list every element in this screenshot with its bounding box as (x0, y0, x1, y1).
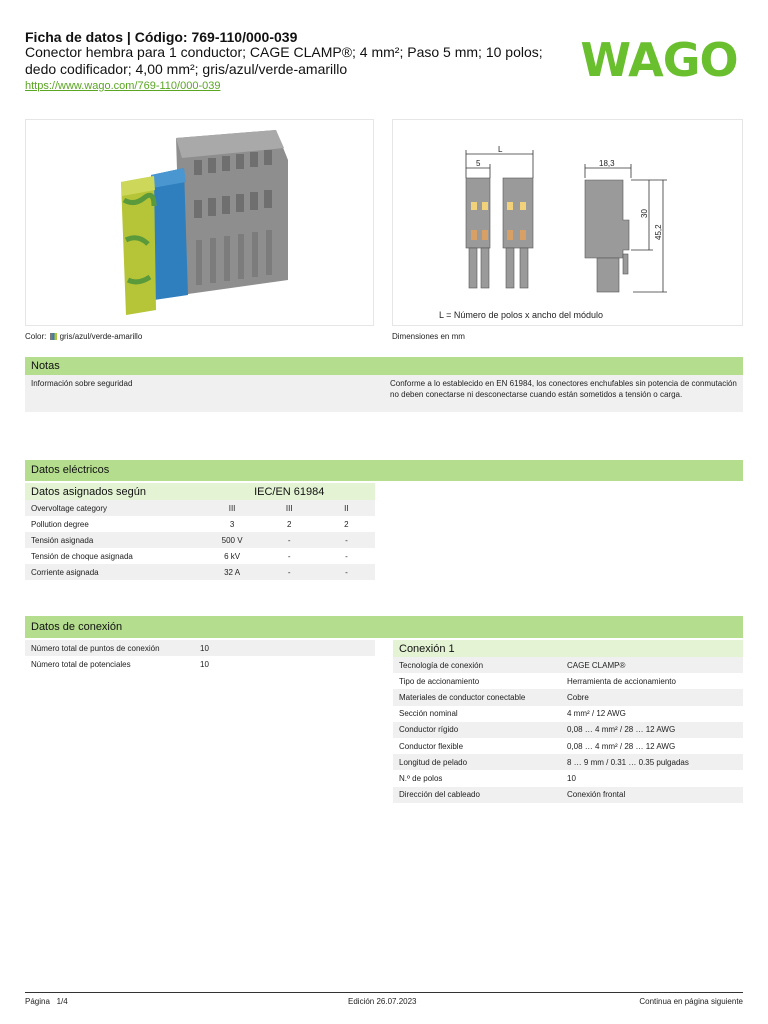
table-row: Conductor flexible 0,08 … 4 mm² / 28 … 12 AWG (399, 741, 676, 751)
page-title: Ficha de datos | Código: 769-110/000-039 (25, 29, 298, 45)
electrical-heading: Datos eléctricos (25, 460, 743, 481)
svg-text:L: L (498, 145, 503, 154)
connection-1-table (393, 640, 743, 803)
table-row: Corriente asignada 32 A - - (25, 564, 375, 580)
table-row: Dirección del cableado Conexión frontal (393, 787, 743, 803)
table-row: Tecnología de conexión CAGE CLAMP® (393, 657, 743, 673)
connection-1-header (393, 640, 743, 657)
svg-text:30: 30 (640, 209, 649, 218)
product-image (26, 120, 373, 325)
table-row: N.º de polos 10 (399, 773, 576, 783)
dimension-drawing-frame (392, 119, 743, 326)
connection-heading: Datos de conexión (25, 616, 743, 638)
dimensions-caption: Dimensiones en mm (392, 332, 465, 341)
table-row: Overvoltage category III III II (25, 500, 375, 516)
product-link[interactable]: https://www.wago.com/769-110/000-039 (25, 80, 221, 92)
table-row: Sección nominal 4 mm² / 12 AWG (399, 709, 626, 719)
table-row: Longitud de pelado 8 … 9 mm / 0.31 … 0.35 pulgadas (393, 754, 743, 770)
svg-text:5: 5 (476, 159, 481, 168)
dimension-drawing (393, 120, 742, 325)
svg-text:18,3: 18,3 (599, 159, 615, 168)
wago-logo (575, 33, 743, 85)
color-label: Color: (25, 332, 47, 341)
table-row: Tensión asignada 500 V - - (25, 532, 375, 548)
rated-data-label: Datos asignados según (25, 483, 204, 500)
svg-text:45,2: 45,2 (654, 224, 663, 240)
color-caption (25, 332, 142, 341)
edition-date: Edición 26.07.2023 (348, 997, 417, 1006)
table-row: Pollution degree 3 2 2 (31, 519, 349, 529)
electrical-table (25, 483, 375, 580)
notes-text: Conforme a lo establecido en EN 61984, los conectores enchufables sin potencia de conmutación no deben conectarse ni desconectarse cuando están sometidos a tensión o carga. (390, 379, 737, 399)
page-number: Página 1/4 (25, 997, 68, 1006)
product-description: Conector hembra para 1 conductor; CAGE CLAMP®; 4 mm²; Paso 5 mm; 10 polos; dedo codificador; 4,00 mm²; gris/azul/verde-amarillo (25, 44, 543, 77)
notes-heading: Notas (25, 357, 743, 375)
color-swatch-icon (50, 333, 57, 340)
table-row: Número total de puntos de conexión 10 (25, 640, 375, 656)
connection-1-heading: Conexión 1 (393, 640, 743, 657)
standard-label: IEC/EN 61984 (204, 483, 376, 500)
product-image-frame (25, 119, 374, 326)
svg-text:WAGO: WAGO (580, 33, 738, 85)
table-row: Conductor rígido 0,08 … 4 mm² / 28 … 12 AWG (393, 722, 743, 738)
connection-general-table (25, 640, 375, 672)
notes-label: Información sobre seguridad (31, 379, 133, 388)
table-row: Tipo de accionamiento Herramienta de accionamiento (399, 676, 676, 686)
continue-note: Continua en página siguiente (639, 997, 743, 1006)
electrical-table-header (25, 483, 375, 500)
table-row: Materiales de conductor conectable Cobre (393, 689, 743, 705)
color-value: gris/azul/verde-amarillo (59, 332, 143, 341)
table-row: Tensión de choque asignada 6 kV - - (31, 551, 348, 561)
svg-text:L = Número de polos x ancho de: L = Número de polos x ancho del módulo (439, 310, 604, 320)
footer-divider (25, 992, 743, 993)
table-row: Número total de potenciales 10 (31, 659, 209, 669)
